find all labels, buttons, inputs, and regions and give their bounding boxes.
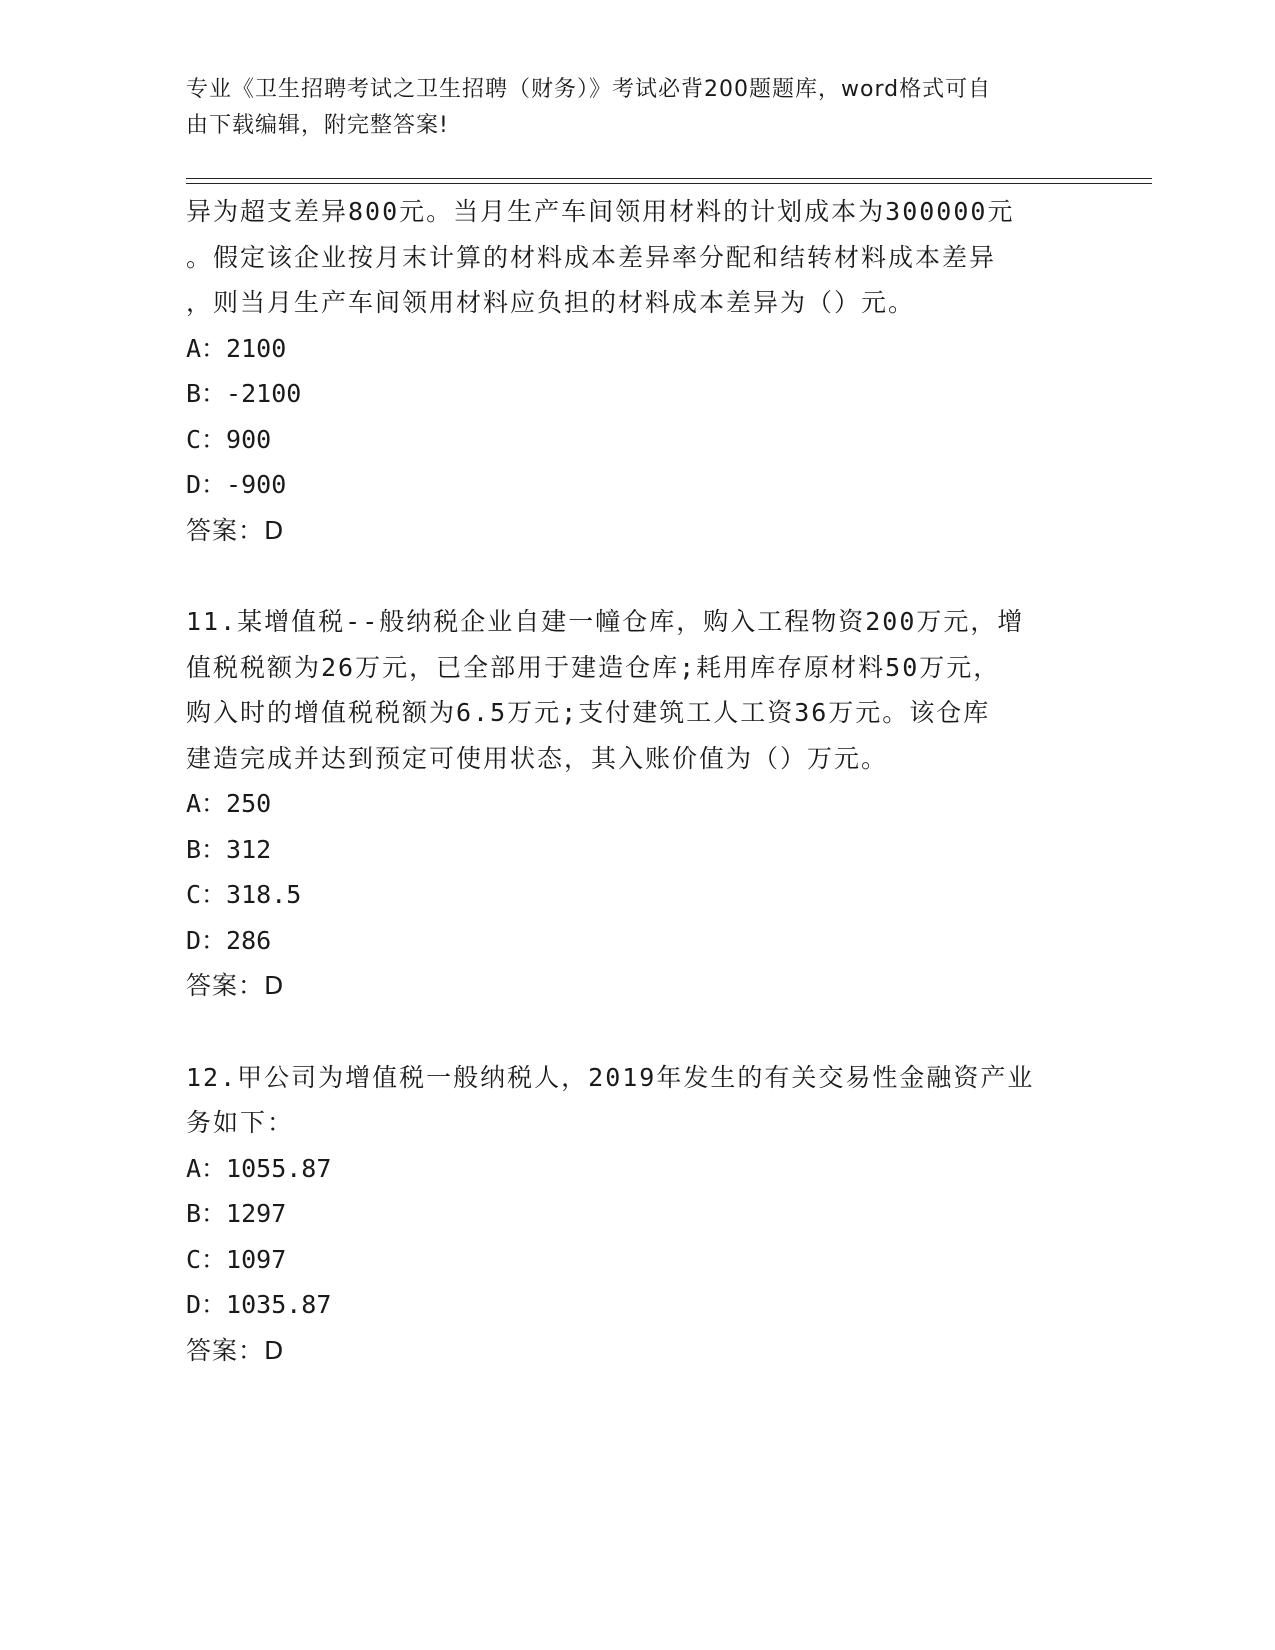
spacer: [186, 553, 1086, 599]
option-d: D：-900: [186, 470, 287, 499]
question-line: 11.某增值税--般纳税企业自建一幢仓库，购入工程物资200万元，增: [186, 607, 1025, 636]
question-line: 购入时的增值税税额为6.5万元;支付建筑工人工资36万元。该仓库: [186, 698, 991, 727]
header-rule-top: [186, 178, 1152, 179]
header-rule-bottom: [186, 183, 1152, 184]
option-d: D：286: [186, 925, 272, 955]
question-text: [186, 599, 1086, 781]
question-text: [186, 189, 1086, 326]
option-b: B：1297: [186, 1199, 287, 1228]
option-c: C：318.5: [186, 880, 302, 909]
option-d: D：1035.87: [186, 1290, 332, 1319]
question-line: ，则当月生产车间领用材料应负担的材料成本差异为（）元。: [186, 288, 916, 317]
question-line: 异为超支差异800元。当月生产车间领用材料的计划成本为300000元: [186, 197, 1015, 226]
option-b: B：312: [186, 834, 272, 864]
option-a: A：1055.87: [186, 1153, 332, 1183]
question-text: [186, 1055, 1086, 1146]
option-b: B：-2100: [186, 379, 302, 408]
question-10: [186, 189, 1086, 553]
answer-label: 答案：D: [186, 971, 285, 1000]
document-header: [186, 72, 1066, 144]
header-line-1: 专业《卫生招聘考试之卫生招聘（财务）》考试必背200题题库，word格式可自: [186, 77, 992, 102]
question-line: 务如下：: [186, 1108, 295, 1137]
answer-label: 答案：D: [186, 515, 285, 545]
option-c: C：1097: [186, 1244, 287, 1274]
option-c: C：900: [186, 424, 272, 454]
question-line: 。假定该企业按月末计算的材料成本差异率分配和结转材料成本差异: [186, 242, 997, 272]
question-12: [186, 1055, 1086, 1374]
question-line: 建造完成并达到预定可使用状态，其入账价值为（）万元。: [186, 743, 889, 773]
spacer: [186, 1009, 1086, 1055]
option-a: A：250: [186, 789, 272, 818]
answer-label: 答案：D: [186, 1335, 285, 1365]
document-body: [186, 189, 1086, 1373]
header-line-2: 由下载编辑，附完整答案!: [186, 113, 449, 138]
question-11: [186, 599, 1086, 1009]
question-line: 值税税额为26万元，已全部用于建造仓库;耗用库存原材料50万元，: [186, 652, 1001, 682]
option-a: A：2100: [186, 333, 287, 363]
question-line: 12.甲公司为增值税一般纳税人，2019年发生的有关交易性金融资产业: [186, 1062, 1035, 1092]
